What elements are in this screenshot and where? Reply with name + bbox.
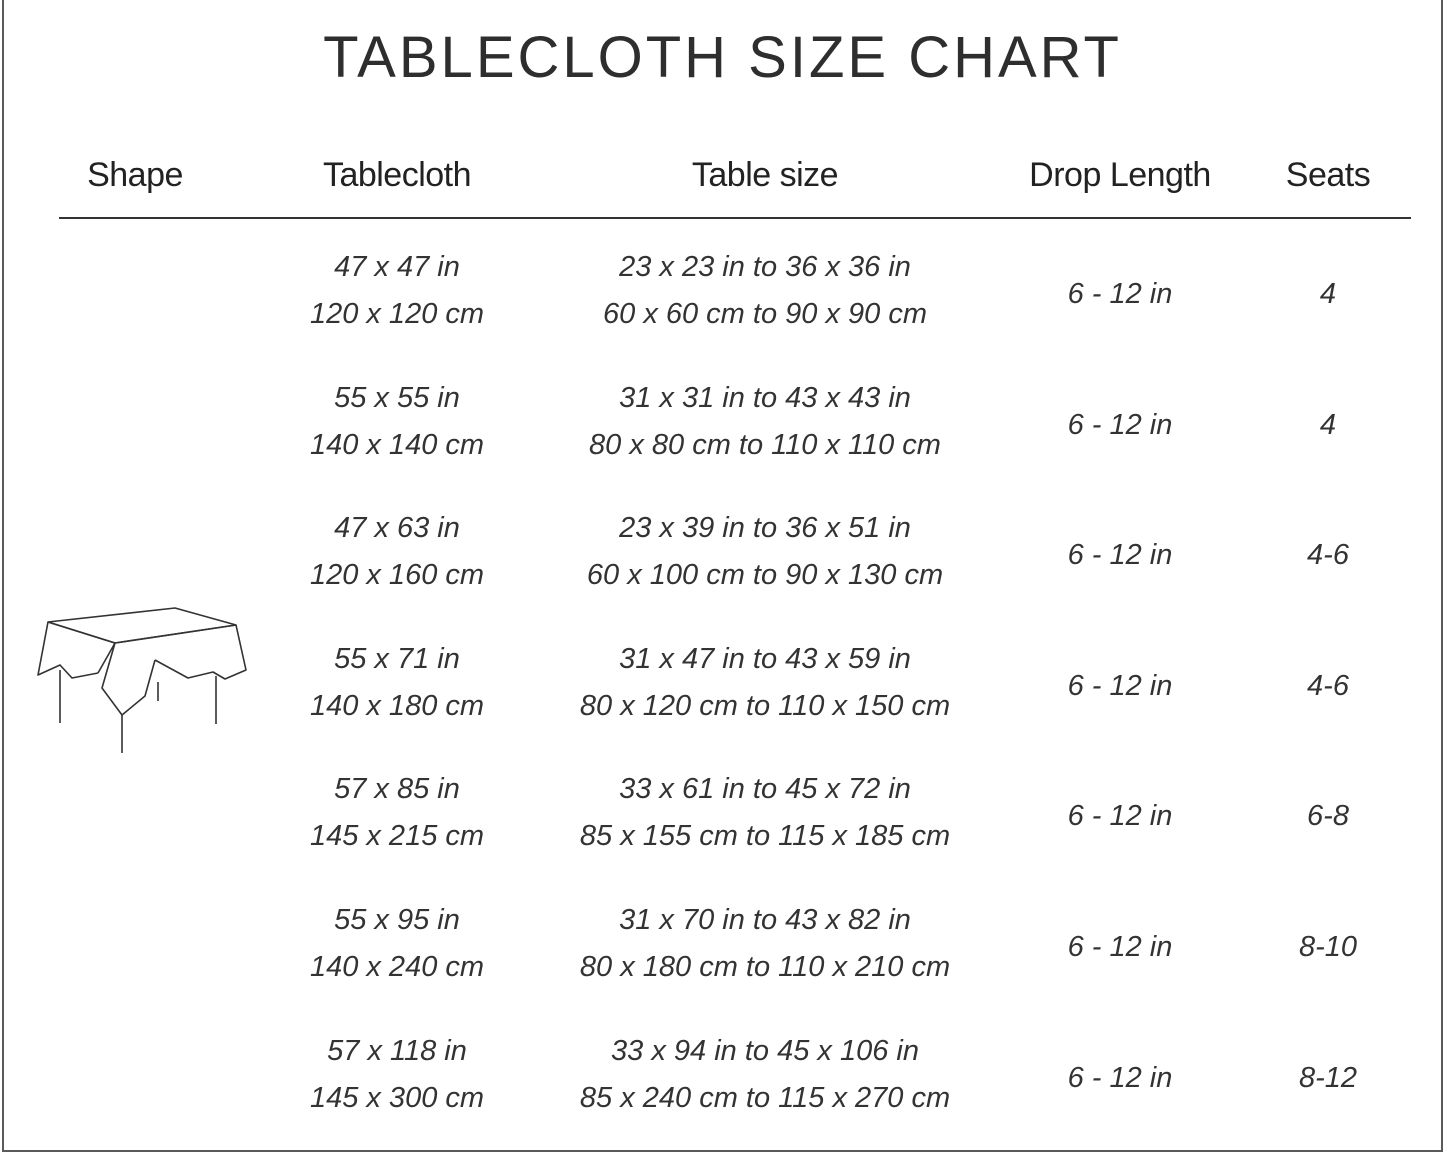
tablecloth-dimensions-line: 47 x 47 in (334, 251, 460, 283)
drop-length (1000, 271, 1240, 318)
table-row (0, 885, 1445, 1015)
table-size-range (565, 1028, 965, 1122)
table-size-range-line: 31 x 70 in to 43 x 82 in (619, 904, 911, 936)
page-title: TABLECLOTH SIZE CHART (323, 25, 1122, 90)
tablecloth-dimensions (247, 244, 547, 338)
drop-length-line: 6 - 12 in (1067, 669, 1173, 702)
table-size-range-line: 85 x 155 cm to 115 x 185 cm (579, 820, 951, 853)
table-row (0, 232, 1445, 362)
seats-count-line: 4 (1319, 408, 1337, 441)
table-row (0, 754, 1445, 884)
table-size-range-line: 33 x 94 in to 45 x 106 in (611, 1034, 919, 1067)
seats-count-line: 4-6 (1307, 539, 1349, 572)
tablecloth-dimensions-line: 55 x 95 in (334, 904, 460, 936)
seats-count-line: 4-6 (1307, 669, 1349, 702)
table-size-range-line: 80 x 120 cm to 110 x 150 cm (579, 689, 951, 722)
drop-length (1000, 532, 1240, 579)
table-size-range (565, 897, 965, 991)
header-table-size: Table size (691, 156, 839, 194)
header-shape: Shape (87, 156, 183, 194)
seats-count (1248, 924, 1408, 971)
drop-length (1000, 402, 1240, 449)
seats-count (1248, 663, 1408, 710)
tablecloth-dimensions (247, 375, 547, 469)
tablecloth-dimensions-line: 47 x 63 in (334, 512, 460, 545)
tablecloth-dimensions (247, 636, 547, 730)
tablecloth-dimensions-line: 55 x 55 in (334, 381, 460, 414)
header-drop-length: Drop Length (1029, 156, 1211, 194)
table-size-range (565, 636, 965, 730)
tablecloth-dimensions-line: 140 x 240 cm (309, 951, 485, 983)
tablecloth-dimensions-line: 145 x 300 cm (309, 1081, 485, 1114)
table-size-range-line: 80 x 180 cm to 110 x 210 cm (579, 951, 951, 983)
seats-count-line: 6-8 (1307, 800, 1349, 833)
table-size-range (565, 244, 965, 338)
tablecloth-dimensions-line: 57 x 85 in (334, 773, 460, 806)
table-size-range-line: 23 x 39 in to 36 x 51 in (619, 512, 911, 545)
table-row (0, 493, 1445, 623)
seats-count (1248, 402, 1408, 449)
drop-length-line: 6 - 12 in (1067, 539, 1173, 572)
drop-length (1000, 793, 1240, 840)
header-seats: Seats (1285, 156, 1371, 194)
seats-count-line: 8-10 (1298, 931, 1358, 963)
drop-length-line: 6 - 12 in (1067, 1061, 1173, 1094)
table-size-range (565, 375, 965, 469)
drop-length-line: 6 - 12 in (1067, 278, 1173, 310)
table-size-range-line: 31 x 31 in to 43 x 43 in (619, 381, 911, 414)
table-size-range-line: 23 x 23 in to 36 x 36 in (619, 251, 911, 283)
tablecloth-dimensions-line: 145 x 215 cm (309, 820, 485, 853)
seats-count-line: 8-12 (1298, 1061, 1358, 1094)
seats-count (1248, 271, 1408, 318)
tablecloth-dimensions (247, 766, 547, 860)
table-size-range-line: 31 x 47 in to 43 x 59 in (619, 642, 911, 675)
table-size-range-line: 80 x 80 cm to 110 x 110 cm (589, 428, 941, 461)
drop-length-line: 6 - 12 in (1067, 408, 1173, 441)
tablecloth-dimensions (247, 897, 547, 991)
tablecloth-dimensions (247, 1028, 547, 1122)
drop-length (1000, 924, 1240, 971)
drop-length (1000, 1055, 1240, 1102)
tablecloth-dimensions (247, 505, 547, 599)
table-row (0, 624, 1445, 754)
table-size-range-line: 85 x 240 cm to 115 x 270 cm (579, 1081, 951, 1114)
seats-count (1248, 793, 1408, 840)
table-size-range-line: 60 x 100 cm to 90 x 130 cm (586, 559, 944, 592)
header-tablecloth: Tablecloth (322, 156, 472, 194)
seats-count (1248, 1055, 1408, 1102)
table-row (0, 363, 1445, 493)
tablecloth-dimensions-line: 140 x 180 cm (309, 689, 485, 722)
table-size-range (565, 766, 965, 860)
table-size-range-line: 60 x 60 cm to 90 x 90 cm (603, 298, 927, 330)
header-divider (59, 217, 1411, 219)
drop-length-line: 6 - 12 in (1067, 931, 1173, 963)
drop-length (1000, 663, 1240, 710)
tablecloth-dimensions-line: 55 x 71 in (334, 642, 460, 675)
table-row (0, 1016, 1445, 1146)
tablecloth-dimensions-line: 120 x 160 cm (309, 559, 485, 592)
tablecloth-dimensions-line: 57 x 118 in (327, 1034, 467, 1067)
table-size-range-line: 33 x 61 in to 45 x 72 in (619, 773, 911, 806)
drop-length-line: 6 - 12 in (1067, 800, 1173, 833)
tablecloth-dimensions-line: 120 x 120 cm (309, 298, 485, 330)
seats-count-line: 4 (1319, 278, 1337, 310)
seats-count (1248, 532, 1408, 579)
table-size-range (565, 505, 965, 599)
tablecloth-dimensions-line: 140 x 140 cm (309, 428, 485, 461)
